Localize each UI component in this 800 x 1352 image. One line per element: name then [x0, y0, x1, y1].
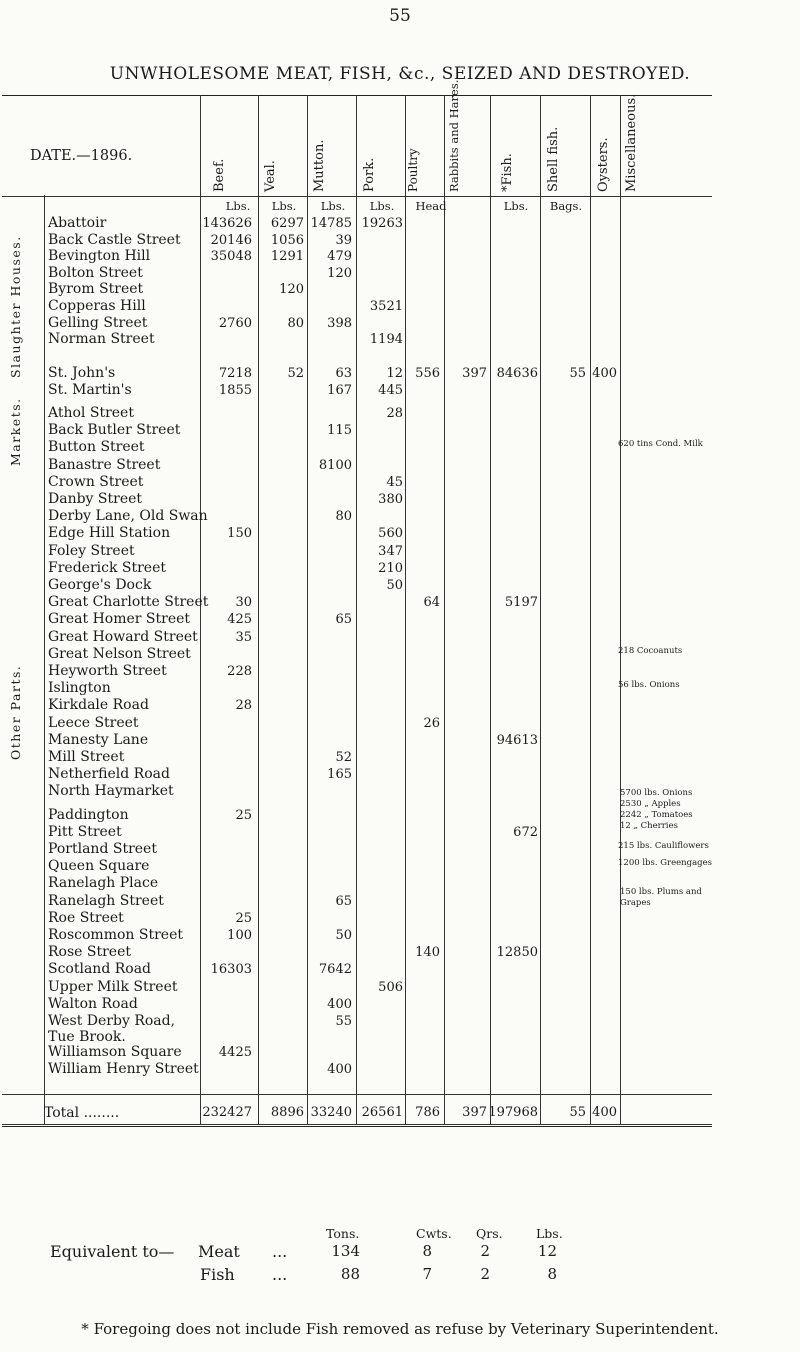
misc-cell: 620 tins Cond. Milk: [618, 439, 703, 450]
date-header: DATE.—1896.: [30, 148, 133, 164]
misc-cell: 1200 lbs. Greengages: [618, 858, 712, 869]
equiv-header-qrs: Qrs.: [476, 1226, 503, 1241]
table-row: [0, 315, 720, 331]
total-cell: 33240: [310, 1105, 352, 1120]
value-cell: 26: [423, 715, 440, 731]
row-label: Leece Street: [48, 714, 139, 731]
value-cell: 12850: [496, 945, 538, 961]
group-label-markets: Markets.: [8, 397, 23, 466]
total-cell: 8896: [270, 1105, 304, 1120]
value-cell: 63: [335, 366, 352, 381]
table-row: [0, 422, 720, 438]
value-cell: 64: [423, 595, 440, 611]
table-row: [0, 893, 720, 909]
value-cell: 6297: [270, 216, 304, 231]
value-cell: 28: [386, 406, 403, 421]
row-label: Button Street: [48, 439, 145, 456]
table-row: [0, 543, 720, 559]
value-cell: 479: [327, 249, 352, 265]
table-row: [0, 824, 720, 840]
equiv-fish-tons: 88: [340, 1265, 360, 1283]
row-label: George's Dock: [48, 577, 152, 593]
table-row: [0, 577, 720, 593]
table-row: [0, 927, 720, 943]
equiv-meat-cwts: 8: [422, 1242, 432, 1260]
row-label: St. John's: [48, 365, 116, 381]
value-cell: 65: [335, 893, 352, 909]
column-header: Shell fish.: [546, 126, 561, 192]
table-row: [0, 365, 720, 381]
equiv-header-lbs: Lbs.: [536, 1226, 563, 1241]
unit-label: Lbs.: [369, 199, 395, 213]
misc-cell: 218 Cocoanuts: [618, 645, 683, 656]
value-cell: 140: [415, 945, 440, 961]
row-label: Foley Street: [48, 542, 135, 559]
row-label: Ranelagh Street: [48, 892, 164, 909]
misc-note-line: 2242 „ Tomatoes: [620, 810, 693, 820]
value-cell: 165: [327, 767, 352, 783]
unit-label: Lbs.: [503, 199, 529, 213]
row-label: Williamson Square: [48, 1044, 182, 1060]
row-label: North Haymarket: [48, 783, 174, 800]
misc-note-line: 150 lbs. Plums and: [620, 887, 702, 897]
value-cell: 1291: [270, 249, 304, 265]
value-cell: 55: [335, 1014, 352, 1029]
value-cell: 400: [327, 1062, 352, 1078]
table-row: [0, 841, 720, 857]
misc-note-line: 2530 „ Apples: [620, 799, 681, 809]
value-cell: 100: [227, 928, 252, 943]
row-label: Edge Hill Station: [48, 525, 171, 542]
misc-note-line: 12 „ Cherries: [620, 821, 678, 831]
value-cell: 347: [378, 543, 403, 559]
row-label: Danby Street: [48, 491, 143, 507]
table-row: [0, 491, 720, 507]
table-row: [0, 910, 720, 926]
value-cell: 35048: [210, 249, 252, 265]
page-title: UNWHOLESOME MEAT, FISH, &c., SEIZED AND DESTROYED.: [109, 64, 691, 84]
value-cell: 672: [513, 824, 538, 840]
table-row: [0, 783, 720, 799]
table-row: [0, 732, 720, 748]
value-cell: 39: [335, 232, 352, 248]
value-cell: 19263: [361, 216, 403, 231]
row-label: Paddington: [48, 806, 129, 823]
table-row: [0, 1061, 720, 1077]
column-header: Beef.: [212, 158, 227, 192]
table-row: [0, 248, 720, 264]
unit-label: Bags.: [549, 199, 583, 213]
equiv-meat-tons: 134: [331, 1242, 360, 1260]
row-label: Back Butler Street: [48, 422, 181, 439]
table-row: [0, 474, 720, 490]
table-row: [0, 508, 720, 524]
row-label: West Derby Road, Tue Brook.: [48, 1013, 176, 1045]
total-cell: 55: [569, 1105, 586, 1120]
table-row: [0, 996, 720, 1012]
table-row: [0, 875, 720, 891]
value-cell: 50: [335, 928, 352, 943]
row-label: Ranelagh Place: [48, 875, 159, 892]
row-label: Norman Street: [48, 331, 155, 348]
table-row: [0, 858, 720, 874]
equiv-fish-cwts: 7: [422, 1265, 432, 1283]
equiv-fish-label: Fish: [200, 1265, 235, 1284]
value-cell: 8100: [318, 457, 352, 473]
table-row: [0, 646, 720, 662]
unit-label: Lbs.: [271, 199, 297, 213]
table-row: [0, 382, 720, 398]
row-label: Islington: [48, 680, 111, 697]
value-cell: 1056: [270, 232, 304, 248]
row-label: Portland Street: [48, 841, 157, 857]
column-header: Rabbits and Hares.: [447, 79, 461, 192]
value-cell: 397: [462, 366, 487, 381]
row-label: Athol Street: [48, 405, 134, 421]
value-cell: 5197: [504, 595, 538, 611]
row-label: St. Martin's: [48, 381, 132, 398]
column-header: Pork.: [362, 157, 377, 192]
value-cell: 80: [287, 315, 304, 331]
value-cell: 400: [327, 996, 352, 1012]
value-cell: 115: [327, 423, 352, 439]
misc-cell: 215 lbs. Cauliflowers: [618, 841, 709, 851]
row-label: Pitt Street: [48, 823, 122, 840]
value-cell: 143626: [202, 216, 252, 231]
row-label: Roscommon Street: [48, 927, 183, 943]
value-cell: 167: [327, 382, 352, 398]
column-header: Oysters.: [596, 137, 611, 192]
table-row: [0, 457, 720, 473]
row-label: Queen Square: [48, 858, 150, 875]
value-cell: 80: [335, 509, 352, 525]
value-cell: 7642: [318, 962, 352, 978]
row-label: Frederick Street: [48, 559, 166, 576]
row-label: Walton Road: [48, 995, 138, 1012]
total-cell: 397: [462, 1105, 487, 1120]
value-cell: 30: [235, 595, 252, 611]
value-cell: 380: [378, 492, 403, 507]
value-cell: 52: [287, 366, 304, 381]
row-label: Heyworth Street: [48, 663, 167, 679]
equiv-dots-fish: ...: [272, 1265, 288, 1284]
column-header: Veal.: [263, 160, 278, 192]
column-header: *Fish.: [500, 153, 515, 192]
row-label: Scotland Road: [48, 961, 152, 978]
row-label: Banastre Street: [48, 456, 161, 473]
table-row: [0, 405, 720, 421]
table-row: [0, 594, 720, 610]
value-cell: 25: [235, 807, 252, 823]
unit-label: Lbs.: [320, 199, 346, 213]
group-label-slaughter-houses: Slaughter Houses.: [8, 235, 23, 378]
unit-label: Lbs.: [225, 199, 251, 213]
unit-label: Head: [415, 199, 447, 213]
equiv-dots-meat: ...: [272, 1242, 288, 1261]
row-label: Great Nelson Street: [48, 645, 191, 662]
row-label: Back Castle Street: [48, 231, 181, 248]
table-row: [0, 525, 720, 541]
table-row: [0, 1044, 720, 1060]
equiv-fish-lbs: 8: [547, 1265, 557, 1283]
table-row: [0, 232, 720, 248]
value-cell: 55: [569, 366, 586, 381]
value-cell: 25: [235, 910, 252, 926]
total-cell: 232427: [202, 1105, 252, 1120]
value-cell: 210: [378, 560, 403, 576]
table-row: [0, 1013, 720, 1045]
row-label: Derby Lane, Old Swan: [48, 508, 208, 525]
value-cell: 94613: [496, 732, 538, 748]
row-label: Bolton Street: [48, 264, 143, 281]
value-cell: 506: [378, 979, 403, 995]
table-row: [0, 663, 720, 679]
value-cell: 3521: [369, 299, 403, 314]
row-label: Netherfield Road: [48, 766, 170, 783]
total-cell: 400: [592, 1105, 617, 1120]
table-row: [0, 265, 720, 281]
value-cell: 14785: [310, 216, 352, 231]
table-row: [0, 560, 720, 576]
equiv-label: Equivalent to—: [50, 1242, 175, 1261]
misc-note-line: Grapes: [620, 898, 651, 908]
column-header: Mutton.: [312, 139, 327, 192]
value-cell: 65: [335, 612, 352, 628]
row-label: Great Howard Street: [48, 628, 198, 645]
value-cell: 4425: [218, 1045, 252, 1060]
total-cell: 26561: [361, 1105, 403, 1120]
row-label: Copperas Hill: [48, 298, 146, 314]
value-cell: 120: [279, 282, 304, 298]
table-row: [0, 298, 720, 314]
value-cell: 560: [378, 526, 403, 542]
misc-note-line: 5700 lbs. Onions: [620, 788, 693, 798]
row-label: Rose Street: [48, 944, 131, 961]
value-cell: 228: [227, 664, 252, 679]
total-cell: 786: [415, 1105, 440, 1120]
page-number: 55: [389, 6, 411, 26]
table-row: [0, 215, 720, 231]
table-row: [0, 439, 720, 455]
total-label: Total ........: [44, 1105, 120, 1121]
row-label: Bevington Hill: [48, 248, 151, 265]
row-label: Abattoir: [48, 215, 107, 231]
value-cell: 52: [335, 750, 352, 765]
equiv-fish-qrs: 2: [480, 1265, 490, 1283]
value-cell: 16303: [210, 962, 252, 978]
equiv-meat-qrs: 2: [480, 1242, 490, 1260]
value-cell: 556: [415, 366, 440, 381]
row-label: Manesty Lane: [48, 731, 149, 748]
value-cell: 35: [235, 629, 252, 645]
table-row: [0, 680, 720, 696]
value-cell: 45: [386, 474, 403, 490]
column-header: Miscellaneous.: [624, 93, 639, 192]
row-label: William Henry Street: [48, 1061, 199, 1078]
table-row: [0, 281, 720, 297]
equiv-meat-lbs: 12: [537, 1242, 557, 1260]
table-row: [0, 629, 720, 645]
row-label: Kirkdale Road: [48, 697, 149, 714]
equiv-header-cwts: Cwts.: [416, 1226, 452, 1241]
value-cell: 150: [227, 526, 252, 542]
row-label: Great Homer Street: [48, 611, 191, 628]
column-header: Poultry: [406, 148, 420, 192]
value-cell: 84636: [496, 366, 538, 381]
table-row: [0, 331, 720, 347]
row-label: Crown Street: [48, 473, 144, 490]
value-cell: 2760: [218, 315, 252, 331]
misc-cell: 56 lbs. Onions: [618, 680, 680, 691]
total-cell: 197968: [488, 1105, 538, 1120]
value-cell: 1855: [218, 382, 252, 398]
table-row: [0, 697, 720, 713]
table-row: [0, 807, 720, 823]
footnote: * Foregoing does not include Fish removed as refuse by Veterinary Superintendent.: [81, 1320, 719, 1338]
value-cell: 120: [327, 265, 352, 281]
table-row: [0, 611, 720, 627]
row-label: Roe Street: [48, 909, 124, 926]
equiv-meat-label: Meat: [198, 1242, 240, 1261]
table-row: [0, 944, 720, 960]
value-cell: 50: [386, 578, 403, 593]
value-cell: 12: [386, 366, 403, 381]
equiv-header-tons: Tons.: [326, 1226, 360, 1241]
group-label-other-parts: Other Parts.: [8, 664, 23, 760]
value-cell: 7218: [218, 366, 252, 381]
row-label: Great Charlotte Street: [48, 594, 209, 611]
row-label: Mill Street: [48, 749, 125, 765]
table-row: [0, 749, 720, 765]
total-row: [0, 1105, 720, 1121]
row-label: Upper Milk Street: [48, 978, 178, 995]
value-cell: 20146: [210, 232, 252, 248]
row-label: Gelling Street: [48, 314, 148, 331]
value-cell: 398: [327, 315, 352, 331]
value-cell: 445: [378, 382, 403, 398]
table-row: [0, 766, 720, 782]
value-cell: 400: [592, 366, 617, 381]
table-row: [0, 715, 720, 731]
value-cell: 28: [235, 698, 252, 714]
row-label: Byrom Street: [48, 281, 144, 298]
value-cell: 425: [227, 612, 252, 628]
table-row: [0, 961, 720, 977]
value-cell: 1194: [369, 332, 403, 348]
table-row: [0, 979, 720, 995]
